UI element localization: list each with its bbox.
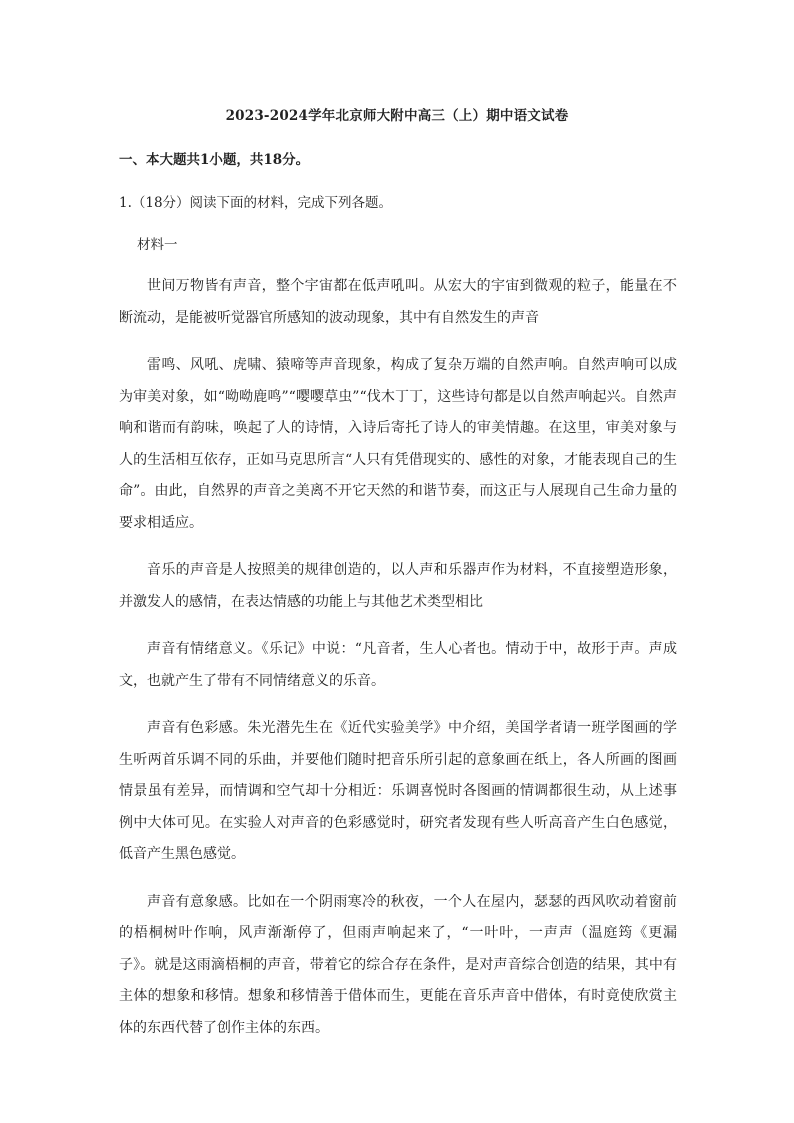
paragraph-1: 世间万物皆有声音，整个宇宙都在低声吼叫。从宏大的宇宙到微观的粒子，能量在不断流动，是能被听觉器官所感知的波动现象，其中有自然发生的声音 [119, 278, 677, 326]
question-prompt: 1.（18分）阅读下面的材料，完成下列各题。 [119, 195, 393, 211]
passage-body [119, 271, 677, 1060]
paragraph-6: 声音有意象感。比如在一个阴雨寒冷的秋夜，一个人在屋内，瑟瑟的西风吹动着窗前的梧桐树叶作响，风声渐渐停了，但雨声响起来了，“一叶叶，一声声（温庭筠《更漏子》。就是这雨滴梧桐的声音，带着它的综合存在条件，是对声音综合创造的结果，其中有主体的想象和移情。想象和移情善于借体而生，更能在音乐声音中借体，有时竟使欣赏主体的东西代替了创作主体的东西。 [119, 893, 677, 1036]
exam-title: 2023-2024学年北京师大附中高三（上）期中语文试卷 [225, 108, 569, 124]
paragraph-4: 声音有情绪意义。《乐记》中说：“凡音者，生人心者也。情动于中，故形于声。声成文，也就产生了带有不同情绪意义的乐音。 [119, 641, 677, 689]
paragraph-2: 雷鸣、风吼、虎啸、猿啼等声音现象，构成了复杂万端的自然声响。自然声响可以成为审美对象，如“呦呦鹿鸣”“嘤嘤草虫”“伐木丁丁，这些诗句都是以自然声响起兴。自然声响和谐而有韵味，唤起了人的诗情，入诗后寄托了诗人的审美情趣。在这里，审美对象与人的生活相互依存，正如马克思所言“人只有凭借现实的、感性的对象，才能表现自己的生命”。由此，自然界的声音之美离不开它天然的和谐节奏，而这正与人展现自己生命力量的要求相适应。 [119, 357, 677, 531]
paragraph-3: 音乐的声音是人按照美的规律创造的，以人声和乐器声作为材料，不直接塑造形象，并激发人的感情，在表达情感的功能上与其他艺术类型相比 [119, 562, 677, 610]
paragraph-5: 声音有色彩感。朱光潜先生在《近代实验美学》中介绍，美国学者请一班学图画的学生听两首乐调不同的乐曲，并要他们随时把音乐所引起的意象画在纸上，各人所画的图画情景虽有差异，而情调和空气却十分相近：乐调喜悦时各图画的情调都很生动，从上述事例中大体可见。在实验人对声音的色彩感觉时，研究者发现有些人听高音产生白色感觉，低音产生黑色感觉。 [119, 720, 677, 862]
material-label: 材料一 [137, 237, 178, 253]
section-heading: 一、本大题共1小题，共18分。 [119, 152, 310, 168]
